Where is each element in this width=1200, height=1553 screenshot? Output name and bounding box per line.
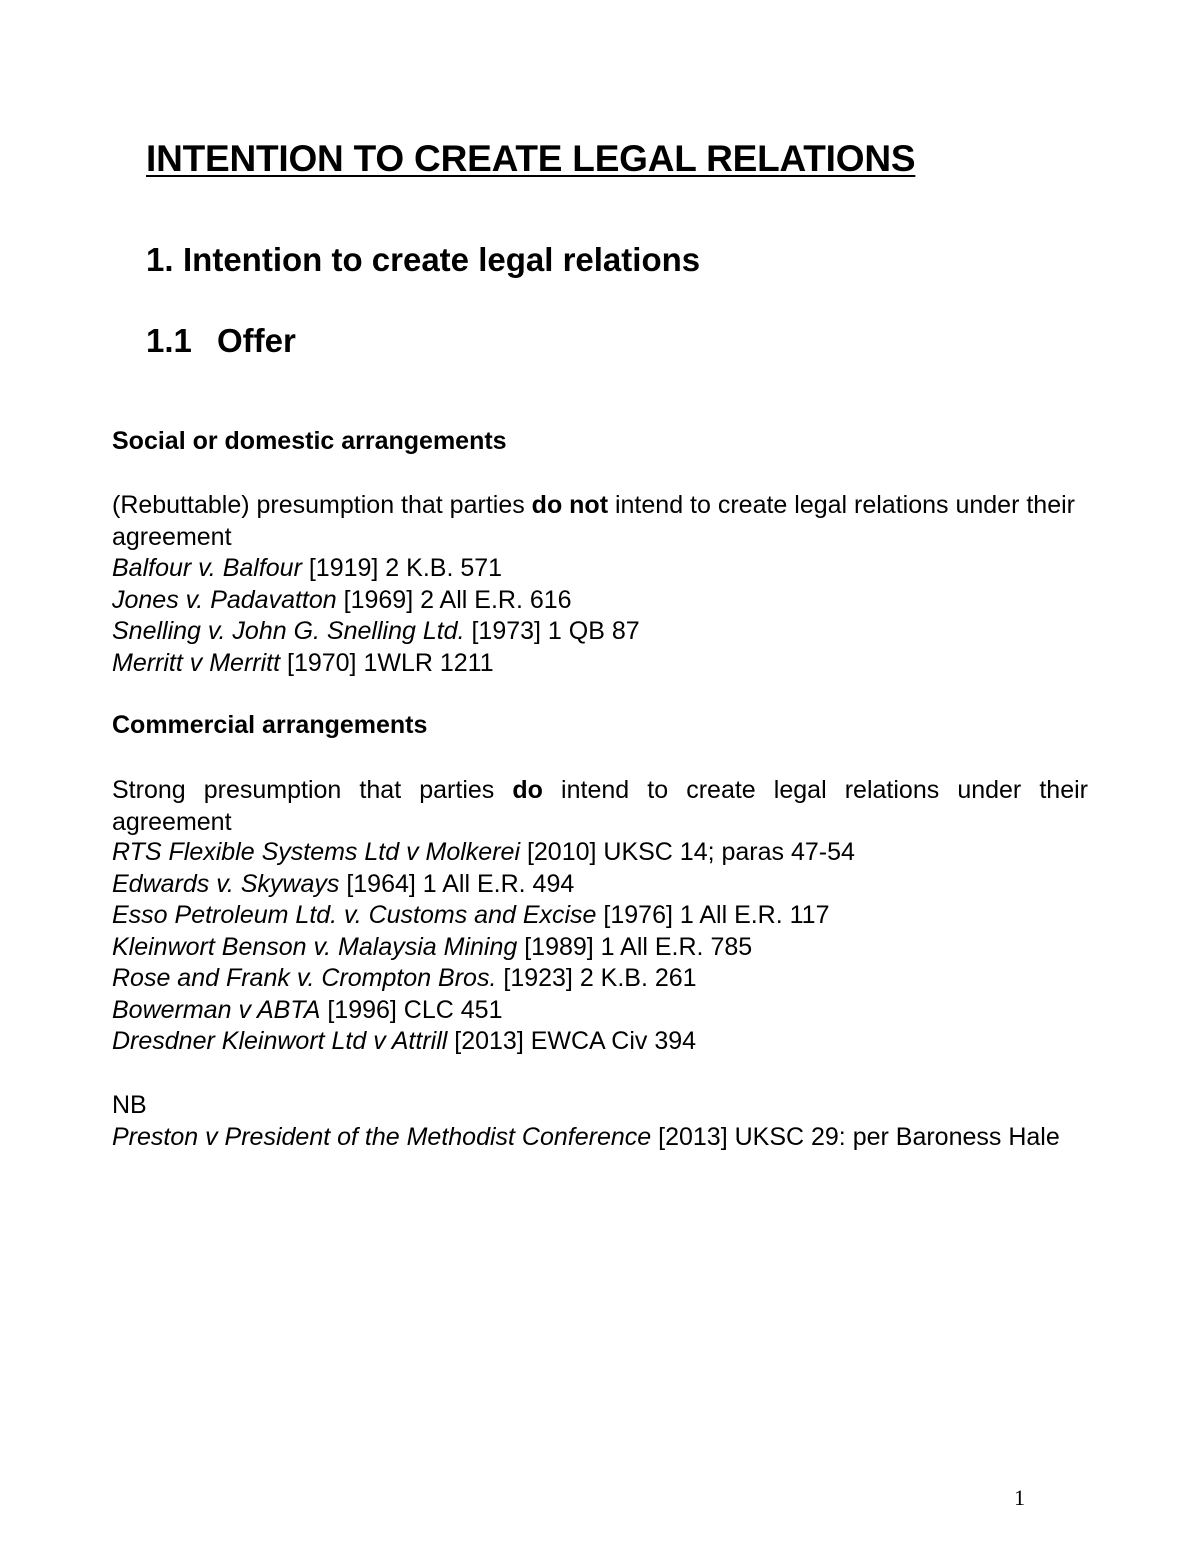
case-citation: [1996] CLC 451	[320, 995, 503, 1024]
case-name: RTS Flexible Systems Ltd v Molkerei	[112, 838, 520, 866]
social-heading: Social or domestic arrangements	[112, 427, 507, 455]
case-citation: [1970] 1WLR 1211	[280, 648, 494, 677]
commercial-case-list	[112, 837, 855, 1058]
case-item	[112, 932, 855, 964]
case-citation: [1969] 2 All E.R. 616	[336, 585, 572, 614]
commercial-text-before: Strong presumption that parties	[112, 776, 513, 804]
social-text-after: intend to create legal relations under their agreement	[112, 491, 1075, 551]
commercial-emphasis: do	[512, 776, 543, 804]
heading-offer-text: Offer	[217, 322, 296, 359]
case-item	[112, 648, 640, 680]
case-citation: [1989] 1 All E.R. 785	[517, 932, 753, 961]
nb-label: NB	[112, 1091, 147, 1119]
heading-offer-number: 1.1	[146, 322, 192, 359]
case-name: Edwards v. Skyways	[112, 869, 340, 898]
case-name: Bowerman v ABTA	[112, 995, 321, 1024]
case-item	[112, 553, 640, 585]
case-item	[112, 963, 855, 995]
commercial-presumption	[112, 775, 1088, 838]
case-name: Jones v. Padavatton	[112, 585, 337, 614]
case-item	[112, 585, 640, 617]
case-item	[112, 869, 855, 901]
case-name: Kleinwort Benson v. Malaysia Mining	[112, 932, 518, 961]
heading-intention-number: 1.	[146, 241, 174, 278]
commercial-text-after: intend to create legal relations under their agreement	[112, 776, 1088, 836]
page-number: 1	[1014, 1485, 1025, 1510]
social-case-list	[112, 553, 640, 679]
case-citation: [1964] 1 All E.R. 494	[339, 869, 575, 898]
case-name: Snelling v. John G. Snelling Ltd.	[112, 617, 465, 645]
case-name: Rose and Frank v. Crompton Bros.	[112, 964, 497, 992]
nb-note	[112, 1122, 1088, 1154]
document-title: INTENTION TO CREATE LEGAL RELATIONS	[146, 138, 916, 179]
nb-case-name: Preston v President of the Methodist Conference	[112, 1123, 652, 1151]
case-citation: [1919] 2 K.B. 571	[301, 554, 503, 582]
case-item	[112, 900, 855, 932]
case-citation: [1973] 1 QB 87	[464, 617, 640, 645]
case-item	[112, 837, 855, 869]
commercial-heading: Commercial arrangements	[112, 711, 428, 739]
case-name: Merritt v Merritt	[112, 648, 281, 677]
case-item	[112, 1026, 855, 1058]
case-citation: [2010] UKSC 14; paras 47-54	[520, 838, 855, 866]
nb-citation: [2013] UKSC 29: per Baroness Hale	[651, 1123, 1060, 1151]
case-item	[112, 616, 640, 648]
heading-intention-text: Intention to create legal relations	[183, 241, 701, 278]
social-text-before: (Rebuttable) presumption that parties	[112, 491, 532, 519]
case-citation: [1976] 1 All E.R. 117	[596, 901, 830, 929]
heading-intention	[146, 241, 700, 279]
case-item	[112, 995, 855, 1027]
case-citation: [2013] EWCA Civ 394	[447, 1027, 697, 1055]
social-presumption	[112, 490, 1088, 553]
case-name: Dresdner Kleinwort Ltd v Attrill	[112, 1027, 448, 1055]
heading-offer	[146, 322, 296, 360]
case-name: Balfour v. Balfour	[112, 554, 302, 582]
social-emphasis: do not	[531, 491, 609, 519]
case-citation: [1923] 2 K.B. 261	[496, 964, 697, 992]
case-name: Esso Petroleum Ltd. v. Customs and Excise	[112, 901, 597, 929]
